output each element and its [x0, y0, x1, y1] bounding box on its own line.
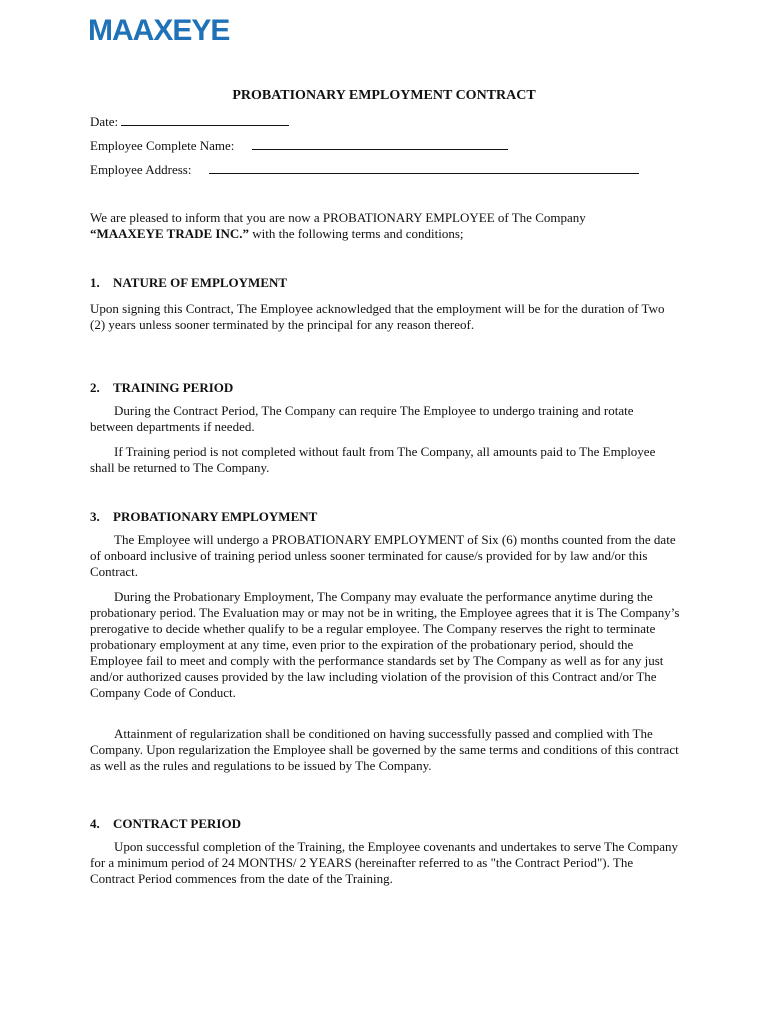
section-title: NATURE OF EMPLOYMENT [113, 275, 288, 290]
employee-address-label: Employee Address: [90, 162, 192, 177]
date-blank[interactable] [121, 114, 289, 126]
section-number: 3. [90, 509, 100, 524]
section-4-paragraph-1: Upon successful completion of the Training, the Employee covenants and undertakes to serve The Company for a minimum period of 24 MONTHS/ 2 YEARS (hereinafter referred to as "the Contract Period"). The Contract Period commences from the date of the Training. [90, 839, 679, 886]
section-title: TRAINING PERIOD [113, 380, 234, 395]
company-name: “MAAXEYE TRADE INC.” [90, 226, 250, 241]
section-number: 1. [90, 275, 100, 290]
section-title: PROBATIONARY EMPLOYMENT [113, 509, 318, 524]
section-2-paragraph-2: If Training period is not completed without fault from The Company, all amounts paid to The Employee shall be returned to The Company. [90, 444, 656, 475]
date-field [90, 114, 289, 130]
document-title: PROBATIONARY EMPLOYMENT CONTRACT [232, 88, 536, 103]
employee-address-blank[interactable] [209, 162, 639, 174]
employee-name-blank[interactable] [252, 138, 508, 150]
section-number: 2. [90, 380, 100, 395]
date-label: Date: [90, 114, 119, 129]
section-3-paragraph-2: During the Probationary Employment, The Company may evaluate the performance anytime during the probationary period. The Evaluation may or may not be in writing, the Employee agrees that it is The Company’s prerogative to decide whether qualify to be a regular employee. The Company reserves the right to terminate probationary employment at any time, even prior to the expiration of the probationary period, should the Employee fail to meet and comply with the performance standards set by The Company as well as for any just and/or authorized causes provided by the law including violation of the provision of this Contract and/or The Company Code of Conduct. [90, 589, 680, 700]
section-2-heading [90, 380, 233, 396]
intro-line-1: We are pleased to inform that you are now a PROBATIONARY EMPLOYEE of The Company [90, 210, 586, 225]
section-1-heading [90, 275, 287, 291]
intro-paragraph [90, 210, 680, 242]
section-title: CONTRACT PERIOD [113, 816, 241, 831]
section-3-heading [90, 509, 317, 525]
intro-line-2: with the following terms and conditions; [249, 226, 464, 241]
employee-address-field [90, 162, 639, 178]
section-3-paragraph-3: Attainment of regularization shall be conditioned on having successfully passed and complied with The Company. Upon regularization the Employee shall be governed by the same terms and conditions of this contract as well as the rules and regulations to be issued by The Company. [90, 726, 679, 773]
company-logo: MAAXEYE [88, 14, 230, 47]
employee-name-label: Employee Complete Name: [90, 138, 235, 153]
section-number: 4. [90, 816, 100, 831]
section-3-paragraph-1: The Employee will undergo a PROBATIONARY EMPLOYMENT of Six (6) months counted from the date of onboard inclusive of training period unless sooner terminated for cause/s provided for by law and/or this Contract. [90, 532, 676, 579]
section-4-heading [90, 816, 241, 832]
employee-name-field [90, 138, 508, 154]
section-1-paragraph-1: Upon signing this Contract, The Employee acknowledged that the employment will be for the duration of Two (2) years unless sooner terminated by the principal for any reason thereof. [90, 301, 665, 332]
section-2-paragraph-1: During the Contract Period, The Company can require The Employee to undergo training and rotate between departments if needed. [90, 403, 634, 434]
